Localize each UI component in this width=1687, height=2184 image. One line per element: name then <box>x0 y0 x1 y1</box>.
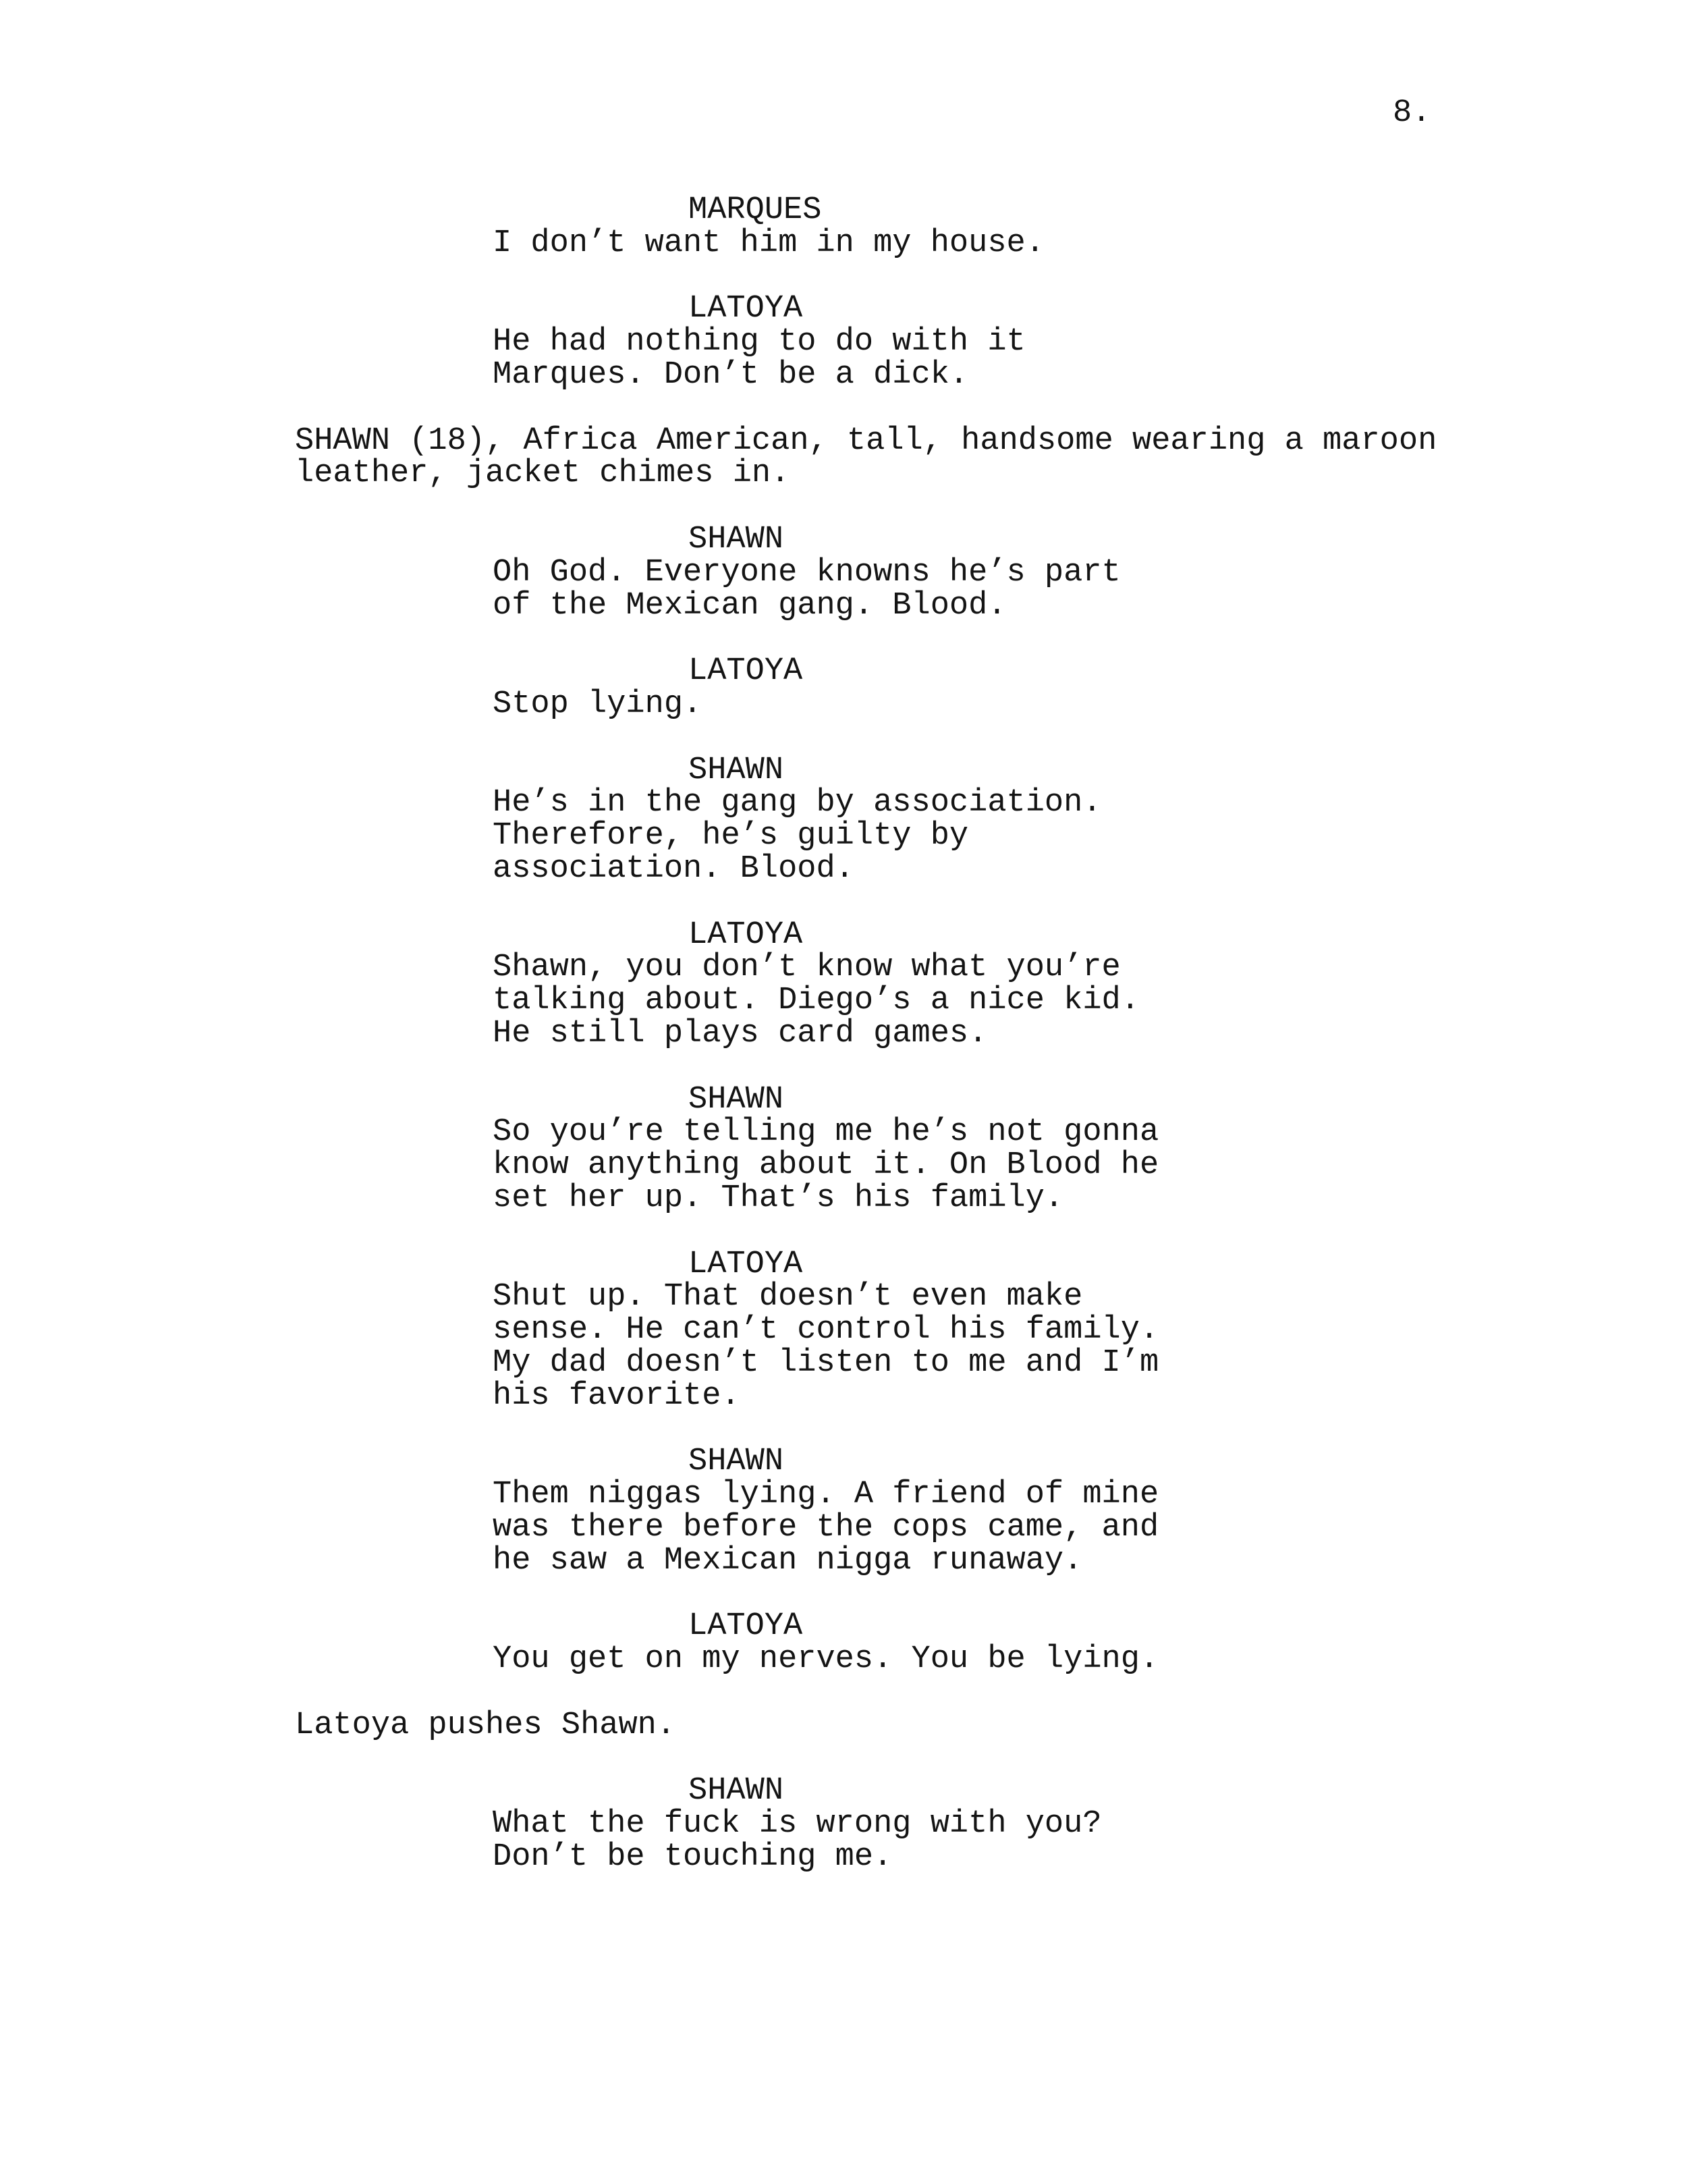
dialogue-block <box>0 521 1687 624</box>
dialogue-text <box>0 688 1167 721</box>
dialogue-line: Stop lying. <box>493 686 702 722</box>
dialogue-text <box>0 1116 1167 1215</box>
dialogue-line: Therefore, he’s guilty by <box>493 818 969 854</box>
dialogue-line: Oh God. Everyone knowns he’s part <box>493 554 1121 591</box>
dialogue-text <box>0 1808 1167 1874</box>
dialogue-text <box>0 787 1167 885</box>
dialogue-line: set her up. That’s his family. <box>493 1180 1064 1216</box>
dialogue-block <box>0 293 1687 391</box>
page-number: 8. <box>1393 95 1431 131</box>
dialogue-block <box>0 655 1687 721</box>
character-cue: SHAWN <box>688 752 784 788</box>
dialogue-line: What the fuck is wrong with you? <box>493 1806 1102 1842</box>
action-block <box>0 422 1483 492</box>
action-line: SHAWN (18), Africa American, tall, handsome wearing a maroon <box>295 422 1437 459</box>
dialogue-line: was there before the cops came, and <box>493 1509 1159 1546</box>
dialogue-text <box>0 952 1167 1050</box>
character-cue: SHAWN <box>688 521 784 557</box>
dialogue-line: You get on my nerves. You be lying. <box>493 1641 1159 1678</box>
character-cue: SHAWN <box>688 1773 784 1809</box>
dialogue-block <box>0 1246 1687 1414</box>
dialogue-text <box>0 326 1167 392</box>
dialogue-line: sense. He can’t control his family. <box>493 1312 1159 1348</box>
dialogue-line: he saw a Mexican nigga runaway. <box>493 1542 1083 1579</box>
character-cue: SHAWN <box>688 1444 784 1480</box>
action-line: leather, jacket chimes in. <box>295 456 790 492</box>
dialogue-block <box>0 752 1687 887</box>
dialogue-line: association. Blood. <box>493 850 854 887</box>
dialogue-block <box>0 1081 1687 1216</box>
dialogue-line: Shut up. That doesn’t even make <box>493 1279 1083 1315</box>
character-cue: SHAWN <box>688 1081 784 1118</box>
dialogue-line: I don’t want him in my house. <box>493 225 1045 261</box>
character-cue: MARQUES <box>688 192 822 228</box>
dialogue-block <box>0 194 1687 261</box>
dialogue-line: talking about. Diego’s a nice kid. <box>493 983 1140 1019</box>
dialogue-line: So you’re telling me he’s not gonna <box>493 1114 1159 1151</box>
character-cue: LATOYA <box>688 1246 803 1282</box>
character-cue: LATOYA <box>688 1608 803 1645</box>
dialogue-text <box>0 227 1167 261</box>
dialogue-line: of the Mexican gang. Blood. <box>493 587 1007 624</box>
dialogue-block <box>0 1775 1687 1874</box>
action-block <box>0 1707 1483 1743</box>
dialogue-line: He still plays card games. <box>493 1015 988 1052</box>
dialogue-block <box>0 1446 1687 1577</box>
dialogue-line: his favorite. <box>493 1377 740 1414</box>
dialogue-line: Marques. Don’t be a dick. <box>493 356 969 393</box>
script-body <box>0 194 1687 1907</box>
dialogue-line: My dad doesn’t listen to me and I’m <box>493 1344 1159 1381</box>
character-cue: LATOYA <box>688 291 803 327</box>
dialogue-line: He’s in the gang by association. <box>493 785 1102 821</box>
dialogue-line: He had nothing to do with it <box>493 324 1026 360</box>
character-cue: LATOYA <box>688 653 803 690</box>
dialogue-block <box>0 919 1687 1051</box>
dialogue-line: know anything about it. On Blood he <box>493 1147 1159 1184</box>
dialogue-text <box>0 1643 1167 1676</box>
action-line: Latoya pushes Shawn. <box>295 1707 676 1743</box>
dialogue-line: Don’t be touching me. <box>493 1838 893 1875</box>
dialogue-text <box>0 1281 1167 1413</box>
character-cue: LATOYA <box>688 917 803 953</box>
dialogue-line: Shawn, you don’t know what you’re <box>493 950 1121 986</box>
dialogue-text <box>0 1479 1167 1577</box>
dialogue-line: Them niggas lying. A friend of mine <box>493 1477 1159 1513</box>
dialogue-block <box>0 1610 1687 1676</box>
dialogue-text <box>0 554 1167 624</box>
